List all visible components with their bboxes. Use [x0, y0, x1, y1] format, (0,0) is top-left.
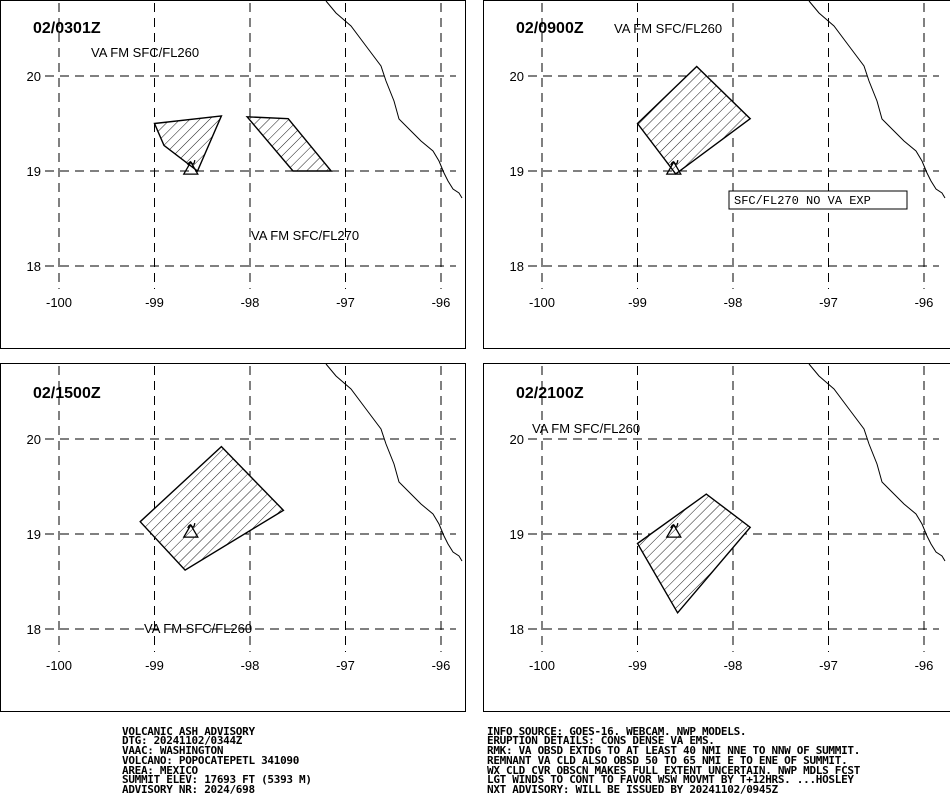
longitude-tick-label: -99 [628, 295, 647, 310]
longitude-tick-label: -98 [240, 658, 260, 673]
ash-cloud-polygon [155, 116, 222, 171]
longitude-tick-label: -98 [723, 295, 743, 310]
longitude-tick-label: -100 [45, 295, 73, 310]
lat-lon-grid [528, 3, 939, 289]
advisory-header-text [122, 717, 312, 804]
ash-cloud-areas [155, 116, 332, 171]
forecast-panel-1500z [0, 363, 466, 712]
latitude-tick-label: 18 [509, 259, 524, 274]
no-ash-expected-label: SFC/FL270 NO VA EXP [734, 194, 871, 208]
advisory-line: VAAC: WASHINGTON [122, 744, 224, 758]
advisory-line: ADVISORY NR: 2024/698 [122, 782, 255, 796]
latitude-tick-label: 18 [26, 259, 41, 274]
longitude-tick-label: -96 [914, 658, 934, 673]
ash-layer-label: VA FM SFC/FL270 [251, 228, 360, 243]
panel-time-title: 02/0900Z [516, 20, 584, 37]
ash-cloud-polygon [247, 117, 331, 171]
longitude-tick-label: -99 [145, 295, 164, 310]
advisory-line: VOLCANO: POPOCATEPETL 341090 [122, 753, 300, 767]
latitude-tick-label: 18 [509, 622, 524, 637]
coastline [809, 364, 945, 561]
coastline [326, 1, 462, 198]
longitude-tick-label: -98 [723, 658, 743, 673]
latitude-tick-label: 20 [509, 432, 524, 447]
advisory-line: AREA: MEXICO [122, 763, 198, 777]
remarks-line: LGT WINDS TO CONT TO FAVOR WSW MOVMT BY T+12HRS. ...HOSLEY [487, 773, 854, 787]
remarks-line: INFO SOURCE: GOES-16. WEBCAM. NWP MODELS. [487, 724, 747, 738]
map-0900z [484, 1, 950, 350]
remarks-line: WX CLD CVR OBSCN MAKES FULL EXTENT UNCERTAIN. NWP MDLS FCST [487, 763, 861, 777]
latitude-tick-label: 20 [26, 69, 41, 84]
advisory-line: DTG: 20241102/0344Z [122, 734, 243, 748]
latitude-tick-label: 20 [26, 432, 41, 447]
longitude-tick-label: -97 [336, 658, 355, 673]
ash-layer-label: VA FM SFC/FL260 [91, 45, 200, 60]
longitude-tick-label: -100 [528, 295, 556, 310]
latitude-tick-label: 19 [26, 527, 41, 542]
advisory-line: SUMMIT ELEV: 17693 FT (5393 M) [122, 773, 312, 787]
axis-tick-labels [27, 69, 451, 310]
longitude-tick-label: -100 [528, 658, 556, 673]
map-0301z [1, 1, 467, 350]
forecast-panel-2100z [483, 363, 950, 712]
latitude-tick-label: 20 [509, 69, 524, 84]
coastline [809, 1, 945, 198]
latitude-tick-label: 19 [26, 164, 41, 179]
longitude-tick-label: -99 [145, 658, 164, 673]
longitude-tick-label: -96 [431, 295, 451, 310]
map-2100z [484, 364, 950, 713]
map-1500z [1, 364, 467, 713]
latitude-tick-label: 18 [26, 622, 41, 637]
longitude-tick-label: -97 [336, 295, 355, 310]
panel-time-title: 02/2100Z [516, 385, 584, 402]
longitude-tick-label: -97 [819, 658, 838, 673]
panel-time-title: 02/0301Z [33, 20, 101, 37]
latitude-tick-label: 19 [509, 164, 524, 179]
longitude-tick-label: -97 [819, 295, 838, 310]
ash-cloud-polygon [140, 447, 283, 570]
longitude-tick-label: -98 [240, 295, 260, 310]
longitude-tick-label: -100 [45, 658, 73, 673]
ash-cloud-areas [140, 447, 283, 570]
remarks-line: ERUPTION DETAILS: CONS DENSE VA EMS. [487, 734, 715, 748]
remarks-line: RMK: VA OBSD EXTDG TO AT LEAST 40 NMI NNE TO NNW OF SUMMIT. [487, 744, 861, 758]
coastline [326, 364, 462, 561]
remarks-line: REMNANT VA CLD ALSO OBSD 50 TO 65 NMI E TO ENE OF SUMMIT. [487, 753, 848, 767]
longitude-tick-label: -96 [914, 295, 934, 310]
advisory-remarks-text [487, 717, 860, 804]
panel-time-title: 02/1500Z [33, 385, 101, 402]
longitude-tick-label: -96 [431, 658, 451, 673]
remarks-line: NXT ADVISORY: WILL BE ISSUED BY 20241102/0945Z [487, 782, 778, 796]
forecast-panel-0301z [0, 0, 466, 349]
lat-lon-grid [528, 366, 939, 652]
ash-layer-label: VA FM SFC/FL260 [532, 421, 641, 436]
ash-layer-label: VA FM SFC/FL260 [614, 21, 723, 36]
longitude-tick-label: -99 [628, 658, 647, 673]
advisory-line: VOLCANIC ASH ADVISORY [122, 724, 255, 738]
forecast-panel-0900z [483, 0, 950, 349]
ash-layer-label: VA FM SFC/FL260 [144, 621, 253, 636]
latitude-tick-label: 19 [509, 527, 524, 542]
